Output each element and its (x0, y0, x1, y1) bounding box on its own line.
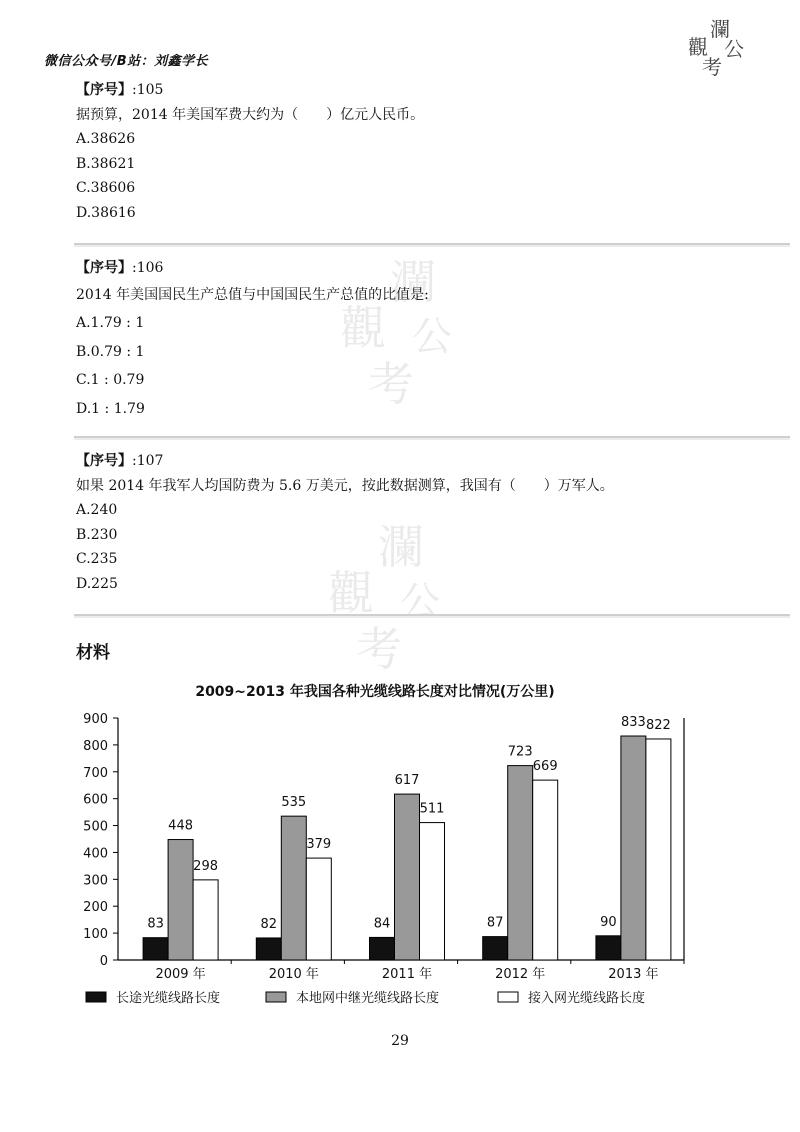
data-label: 833 (620, 715, 646, 731)
y-tick-label: 500 (83, 819, 108, 835)
y-tick-label: 900 (83, 712, 108, 727)
svg-text:瀾: 瀾 (710, 17, 730, 41)
header-text: 微信公众号/B站：刘鑫学长 (44, 54, 209, 69)
divider (74, 436, 790, 438)
y-tick-label: 800 (83, 738, 108, 754)
divider (74, 243, 790, 245)
bar-chart (0, 676, 800, 1016)
y-tick-label: 0 (99, 954, 108, 969)
option-a: A.38626 (76, 131, 136, 147)
data-label: 90 (600, 914, 617, 930)
x-tick-label: 2012 年 (495, 967, 546, 982)
bar (370, 937, 395, 960)
option-c: C.38606 (76, 180, 136, 196)
chart-title: 2009~2013 年我国各种光缆线路长度对比情况(万公里) (195, 684, 555, 700)
logo-seal (680, 10, 750, 80)
option-b: B.230 (76, 526, 118, 543)
question-id-value: :105 (132, 82, 164, 98)
question-id-value: :106 (132, 260, 164, 276)
data-label: 82 (260, 916, 278, 932)
bar (420, 823, 445, 960)
y-tick-label: 200 (83, 900, 108, 916)
x-tick-label: 2011 年 (381, 967, 433, 982)
option-d: D.1 : 1.79 (76, 400, 145, 417)
question-id-label: 【序号】 (76, 82, 132, 98)
data-label: 448 (168, 818, 194, 834)
svg-text:考: 考 (356, 622, 402, 675)
y-tick-label: 300 (83, 873, 108, 889)
question-106 (76, 256, 429, 421)
option-a: A.1.79 : 1 (76, 315, 145, 331)
data-label: 379 (306, 837, 332, 853)
svg-text:公: 公 (724, 37, 744, 61)
data-label: 83 (147, 916, 164, 932)
legend-swatch (266, 992, 286, 1002)
legend-label: 长途光缆线路长度 (116, 991, 221, 1006)
question-105 (76, 78, 424, 225)
svg-text:瀾: 瀾 (378, 520, 424, 574)
bar (306, 858, 331, 960)
data-label: 84 (373, 916, 391, 932)
legend-label: 本地网中继光缆线路长度 (296, 991, 440, 1006)
x-tick-label: 2009 年 (155, 967, 206, 982)
svg-text:考: 考 (368, 357, 414, 410)
bar (193, 880, 218, 960)
svg-text:公: 公 (412, 314, 452, 360)
svg-text:公: 公 (400, 579, 440, 625)
x-tick-label: 2010 年 (268, 967, 319, 982)
bar (621, 736, 646, 960)
legend-label: 接入网光缆线路长度 (528, 991, 646, 1006)
option-a: A.240 (76, 502, 118, 518)
data-label: 87 (486, 915, 504, 931)
option-c: C.1 : 0.79 (76, 372, 145, 388)
material-title: 材料 (76, 643, 110, 663)
divider (74, 614, 790, 616)
bar (533, 780, 558, 960)
data-label: 723 (507, 744, 533, 760)
y-tick-label: 600 (83, 792, 108, 808)
question-id-value: :107 (132, 453, 164, 469)
svg-text:觀: 觀 (340, 301, 386, 355)
x-tick-label: 2013 年 (608, 967, 659, 982)
bar (256, 938, 281, 960)
option-b: B.0.79 : 1 (76, 343, 145, 360)
data-label: 669 (532, 759, 558, 775)
page-number: 29 (391, 1033, 409, 1049)
data-label: 535 (281, 795, 307, 811)
question-107 (76, 449, 614, 596)
bar (143, 938, 168, 960)
question-id-label: 【序号】 (76, 453, 132, 469)
legend-swatch (86, 992, 106, 1002)
option-d: D.38616 (76, 204, 136, 221)
y-tick-label: 400 (83, 846, 108, 862)
bar (646, 739, 671, 960)
data-label: 511 (419, 801, 445, 817)
bar (483, 937, 508, 960)
option-b: B.38621 (76, 155, 136, 172)
svg-text:觀: 觀 (688, 35, 708, 59)
option-c: C.235 (76, 551, 118, 567)
bar (168, 840, 193, 960)
data-label: 822 (645, 717, 671, 733)
question-id-label: 【序号】 (76, 260, 132, 276)
svg-text:觀: 觀 (328, 566, 374, 620)
bar (281, 816, 306, 960)
bar (508, 766, 533, 960)
question-stem: 2014 年美国国民生产总值与中国国民生产总值的比值是: (76, 286, 429, 303)
svg-text:瀾: 瀾 (390, 255, 436, 309)
legend-swatch (498, 992, 518, 1002)
svg-text:考: 考 (702, 55, 722, 79)
question-stem: 如果 2014 年我军人均国防费为 5.6 万美元，按此数据测算，我国有（ ）万军人。 (76, 477, 614, 494)
data-label: 298 (193, 858, 219, 874)
bar (395, 794, 420, 960)
y-tick-label: 700 (83, 765, 108, 781)
y-tick-label: 100 (83, 927, 108, 943)
option-d: D.225 (76, 575, 118, 592)
bar (596, 936, 621, 960)
question-stem: 据预算，2014 年美国军费大约为（ ）亿元人民币。 (76, 106, 425, 123)
data-label: 617 (394, 773, 420, 789)
